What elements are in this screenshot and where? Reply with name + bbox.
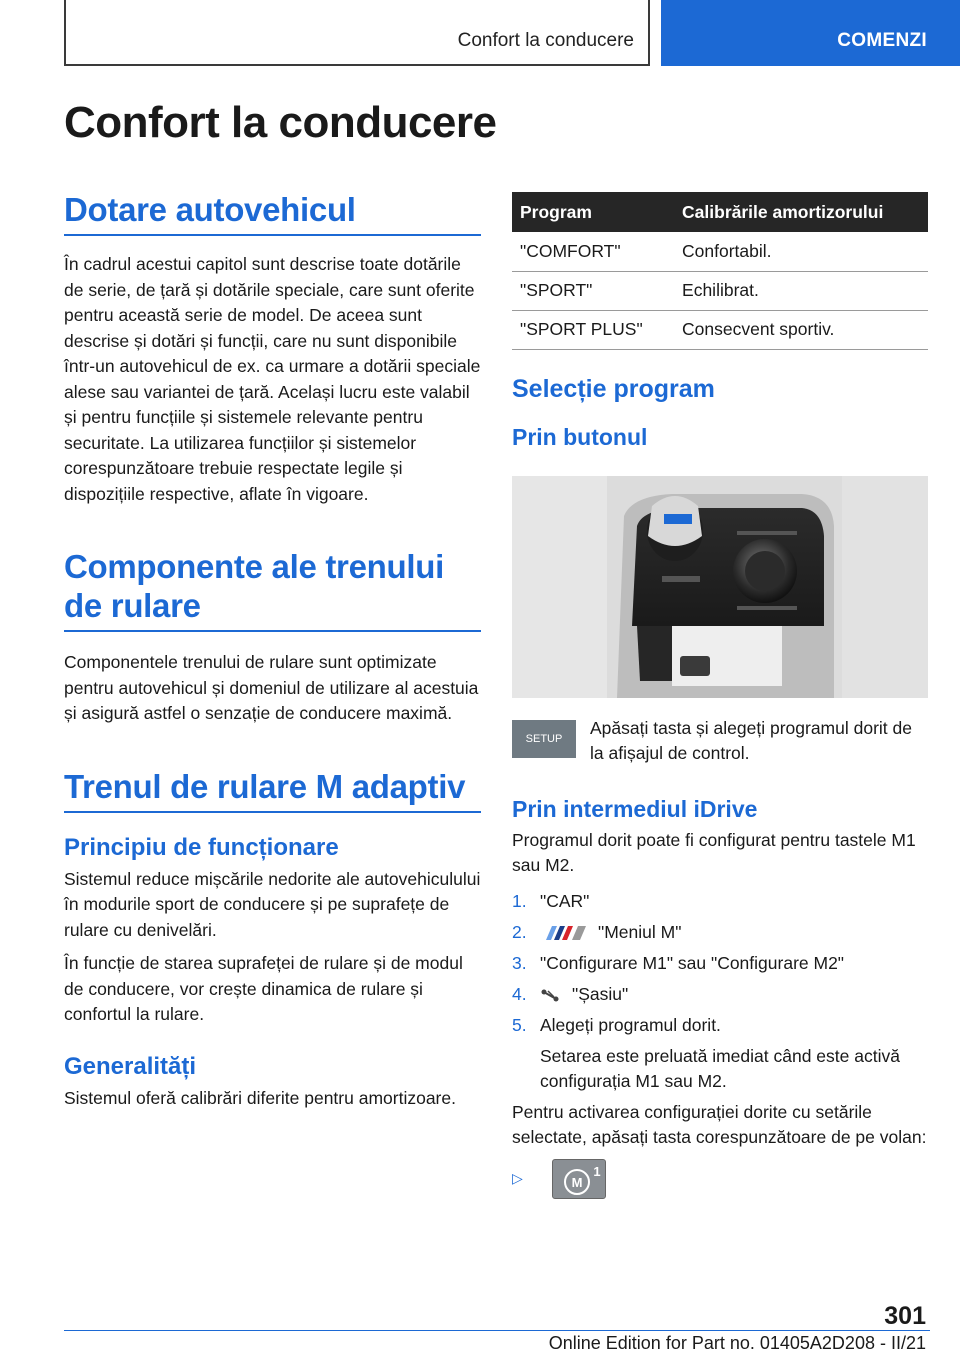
list-item (512, 889, 928, 914)
table-cell-calibrare: Echilibrat. (674, 271, 928, 310)
setup-button-label: SETUP (525, 732, 563, 745)
list-item (512, 951, 928, 976)
list-item (512, 920, 928, 945)
heading-prin-idrive: Prin intermediul iDrive (512, 795, 758, 822)
paragraph-idrive: Programul dorit poate fi configurat pentru tastele M1 sau M2. (512, 829, 916, 875)
table-header-row (512, 192, 928, 232)
step-number: 1. (512, 890, 527, 911)
step-number: 2. (512, 921, 527, 942)
m1-steering-button-icon (552, 1159, 606, 1199)
step-text: "Meniul M" (598, 921, 682, 942)
page-number: 301 (884, 1302, 926, 1330)
heading-generalitati: Generalități (64, 1052, 197, 1080)
m-menu-icon (540, 925, 588, 941)
header-chapter-tab[interactable] (661, 0, 960, 66)
paragraph-generalitati: Sistemul oferă calibrări diferite pentru amortizoare. (64, 1087, 456, 1108)
svg-text:1: 1 (593, 1163, 601, 1179)
table-row (512, 310, 928, 349)
header-chapter-label: COMENZI (837, 30, 927, 51)
step-text: "Configurare M1" sau "Configurare M2" (540, 952, 845, 973)
page-title: Confort la conducere (64, 98, 497, 147)
paragraph-dotare: În cadrul acestui capitol sunt descrise toate dotările de serie, de țară și dotările speciale, care sunt oferite pentru această serie de model. De aceea sunt descrise și dotări și funcții, care nu sunt disponibile într-un autovehicul de ex. ca urmare a dotării speciale alese sau variantei de țară. Același lucru este valabil și pentru funcțiile și sistemele relevante pentru securitate. La utilizarea funcțiilor și sistemelor corespunzătoare trebuie respectate legile și dispozițiile respective, aflate în vigoare. (64, 254, 481, 504)
step-text: "CAR" (540, 890, 590, 911)
setup-button-icon (512, 720, 576, 758)
paragraph-activare: Pentru activarea configurației dorite cu setările selectate, apăsați tasta corespunzătoare de pe volan: (512, 1101, 927, 1147)
idrive-steps-list (512, 889, 928, 1038)
header-section-box (64, 0, 650, 66)
list-item (512, 982, 928, 1007)
table-cell-calibrare: Consecvent sportiv. (674, 310, 928, 349)
center-console-image (512, 476, 928, 698)
step-number: 3. (512, 952, 527, 973)
table-cell-program: "SPORT PLUS" (512, 310, 674, 349)
list-item (512, 1013, 928, 1038)
heading-dotare: Dotare autovehicul (64, 190, 481, 236)
m1-button-row (512, 1159, 928, 1199)
heading-componente: Componente ale trenului de rulare (64, 547, 481, 632)
right-column (512, 192, 928, 1199)
chassis-icon (540, 987, 562, 1003)
paragraph-componente: Componentele trenului de rulare sunt optimizate pentru autovehicul și domeniul de utilizare al acestuia și asigură astfel o senzație de conducere maximă. (64, 652, 479, 723)
table-cell-program: "SPORT" (512, 271, 674, 310)
table-header-program: Program (512, 192, 674, 232)
table-cell-calibrare: Confortabil. (674, 232, 928, 271)
center-console-drawing (512, 476, 928, 698)
heading-prin-buton: Prin butonul (512, 423, 648, 450)
calibration-table (512, 192, 928, 350)
footer-edition: Online Edition for Part no. 01405A2D208 - II/21 (548, 1333, 926, 1353)
table-row (512, 232, 928, 271)
step-number: 5. (512, 1014, 527, 1035)
table-row (512, 271, 928, 310)
step-number: 4. (512, 983, 527, 1004)
paragraph-principiu-2: În funcție de starea suprafeței de rulare și de modul de conducere, vor crește dinamica de rulare și confortul la rulare. (64, 953, 463, 1024)
m1-logo-icon (553, 1160, 607, 1200)
setup-instruction-text: Apăsați tasta și alegeți programul dorit de la afișajul de control. (590, 717, 912, 763)
setup-instruction (512, 716, 928, 766)
bullet-triangle-icon: ▷ (512, 1170, 523, 1186)
header-section-title: Confort la conducere (457, 30, 634, 51)
step-5-note: Setarea este preluată imediat când este activă configurația M1 sau M2. (540, 1045, 900, 1091)
paragraph-principiu-1: Sistemul reduce mișcările nedorite ale autovehiculului în modurile sport de conducere și pe suprafețe de rulare cu denivelări. (64, 868, 481, 940)
footer-divider (64, 1330, 930, 1331)
heading-tren-rulare: Trenul de rulare M adaptiv (64, 767, 481, 813)
heading-principiu: Principiu de funcționare (64, 833, 339, 861)
svg-text:M: M (571, 1174, 583, 1190)
step-text: "Șasiu" (572, 983, 629, 1004)
heading-selectie-program: Selecție program (512, 374, 715, 403)
left-column (64, 190, 481, 1119)
table-header-calibrare: Calibrările amortizorului (674, 192, 928, 232)
step-text: Alegeți programul dorit. (540, 1014, 721, 1035)
table-cell-program: "COMFORT" (512, 232, 674, 271)
